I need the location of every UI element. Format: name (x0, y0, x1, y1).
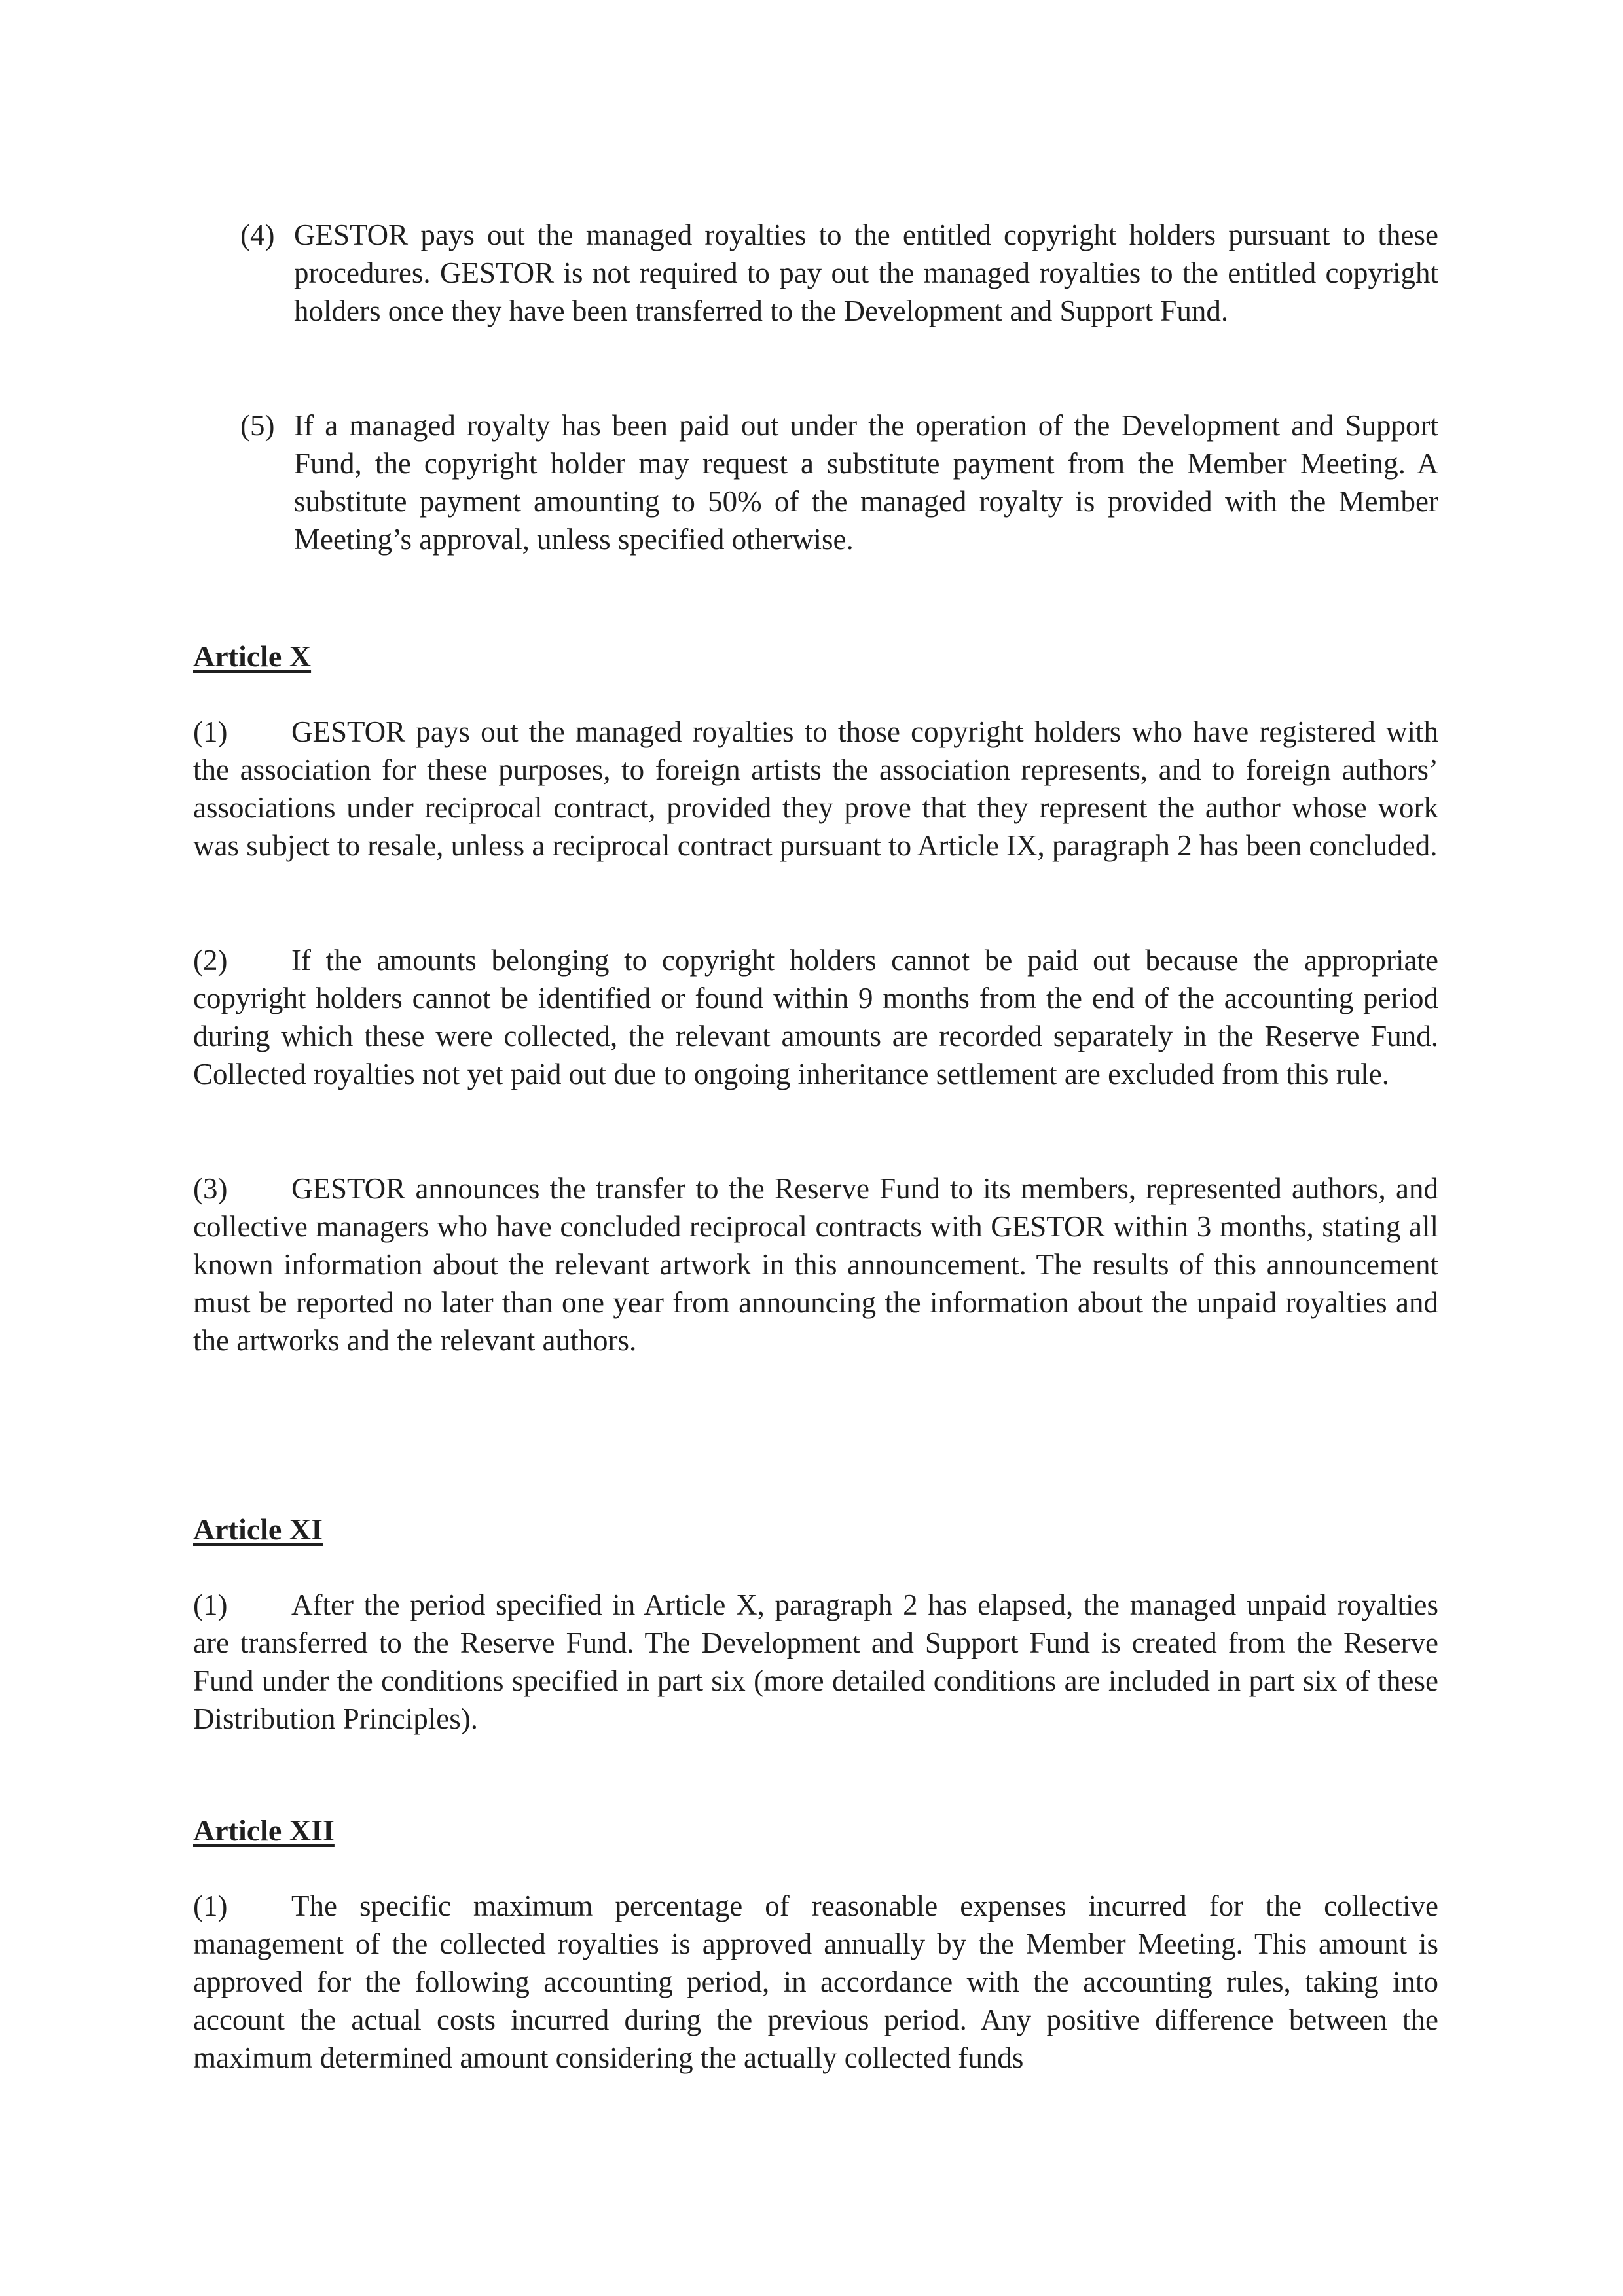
article-xi-paragraph-1 (193, 1586, 1438, 1738)
article-x-heading: Article X (193, 639, 312, 673)
article-x-paragraph-2 (193, 941, 1438, 1093)
list-item-text: If a managed royalty has been paid out under the operation of the Development and Support Fund, the copyright holder may request a substitute payment from the Member Meeting. A substitute payment amounting to 50% of the managed royalty is provided with the Member Meeting’s approval, unless specified otherwise. (294, 409, 1438, 556)
list-item-text: GESTOR pays out the managed royalties to the entitled copyright holders pursuant to these procedures. GESTOR is not required to pay out the managed royalties to the entitled copyright holders once they have been transferred to the Development and Support Fund. (294, 219, 1438, 327)
paragraph-number: (1) (193, 1588, 228, 1621)
article-xii-paragraph-1 (193, 1887, 1438, 2077)
paragraph-number: (1) (193, 1890, 228, 1922)
list-item-5 (240, 406, 1438, 558)
paragraph-number: (3) (193, 1172, 228, 1205)
article-xii-heading: Article XII (193, 1814, 335, 1847)
paragraph-text: After the period specified in Article X, paragraph 2 has elapsed, the managed unpaid royalties are transferred to the Reserve Fund. The Development and Support Fund is created from the Reserve Fund under the conditions specified in part six (more detailed conditions are included in part six of these Distribution Principles). (193, 1588, 1438, 1735)
article-x-paragraph-1 (193, 713, 1438, 865)
paragraph-text: The specific maximum percentage of reasonable expenses incurred for the collective management of the collected royalties is approved annually by the Member Meeting. This amount is approved for the following accounting period, in accordance with the accounting rules, taking into account the actual costs incurred during the previous period. Any positive difference between the maximum determined amount considering the actually collected funds (193, 1890, 1438, 2074)
article-x-paragraph-3 (193, 1170, 1438, 1359)
paragraph-text: GESTOR announces the transfer to the Reserve Fund to its members, represented authors, and collective managers who have concluded reciprocal contracts with GESTOR within 3 months, stating all known information about the relevant artwork in this announcement. The results of this announcement must be reported no later than one year from announcing the information about the unpaid royalties and the artworks and the relevant authors. (193, 1172, 1438, 1357)
paragraph-number: (2) (193, 944, 228, 977)
paragraph-text: GESTOR pays out the managed royalties to those copyright holders who have registered with the association for these purposes, to foreign artists the association represents, and to foreign authors’ associations under reciprocal contract, provided they prove that they represent the author whose work was subject to resale, unless a reciprocal contract pursuant to Article IX, paragraph 2 has been concluded. (193, 715, 1438, 862)
list-item-4 (240, 216, 1438, 330)
paragraph-text: If the amounts belonging to copyright holders cannot be paid out because the appropriate copyright holders cannot be identified or found within 9 months from the end of the accounting period during which these were collected, the relevant amounts are recorded separately in the Reserve Fund. Collected royalties not yet paid out due to ongoing inheritance settlement are excluded from this rule. (193, 944, 1438, 1090)
article-xi-heading: Article XI (193, 1513, 323, 1546)
list-item-number: (5) (240, 409, 275, 442)
list-item-number: (4) (240, 219, 275, 251)
paragraph-number: (1) (193, 715, 228, 748)
